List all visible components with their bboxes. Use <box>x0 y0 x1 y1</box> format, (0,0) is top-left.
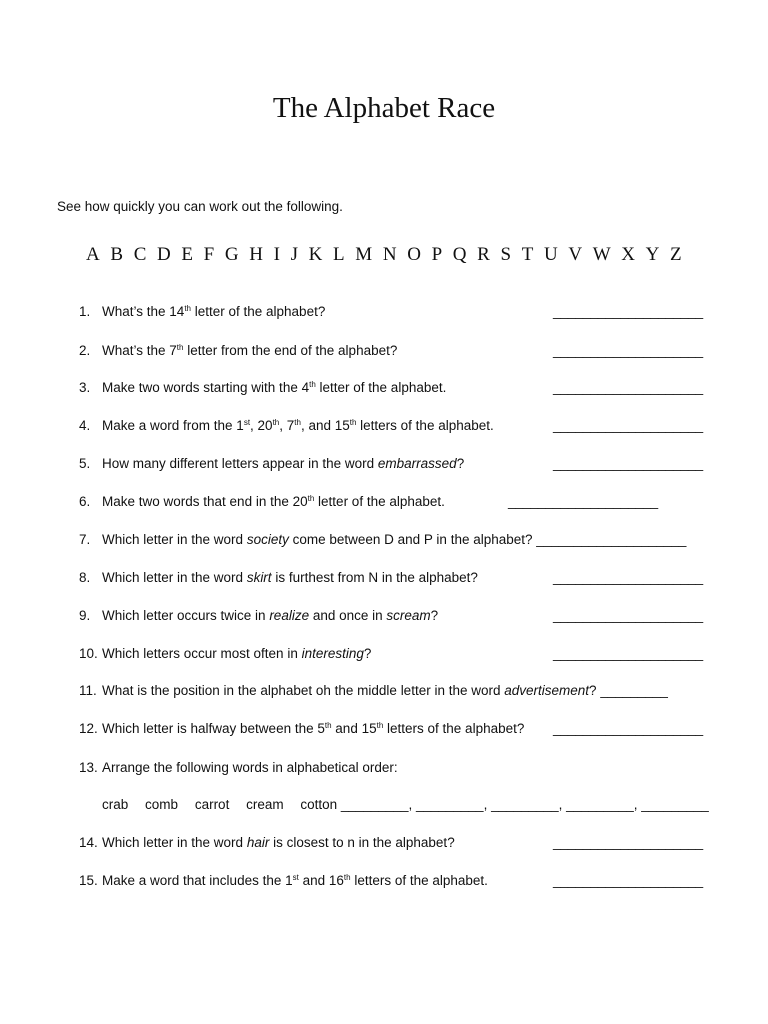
question-11 <box>0 683 768 703</box>
alphabet-letter: R <box>477 244 490 265</box>
alphabet-letter: T <box>521 244 534 265</box>
alphabet-letter: N <box>382 244 397 265</box>
question-1 <box>0 304 768 324</box>
alphabet-letter: J <box>290 244 298 265</box>
question-3 <box>0 380 768 400</box>
alphabet-letter: Z <box>670 244 682 265</box>
alphabet-letter: E <box>181 244 194 265</box>
alphabet-letter: F <box>203 244 215 265</box>
question-number: 3. <box>79 380 91 395</box>
answer-blank[interactable]: ____________________ <box>553 343 704 358</box>
question-number: 6. <box>79 494 91 509</box>
answer-blanks[interactable]: _________, _________, _________, _________, _________ <box>340 797 709 812</box>
alphabet-letter: P <box>431 244 443 265</box>
alphabet-letter: O <box>407 244 421 265</box>
question-12 <box>0 721 768 741</box>
question-number: 2. <box>79 343 91 358</box>
alphabet-letter: W <box>592 244 611 265</box>
question-text: What is the position in the alphabet oh the middle letter in the word advertisement? _________ <box>102 683 668 698</box>
question-10 <box>0 646 768 666</box>
question-text: Which letter is halfway between the 5th and 15th letters of the alphabet? <box>102 721 525 736</box>
word: cotton <box>300 797 338 812</box>
question-7 <box>0 532 768 552</box>
answer-blank[interactable]: ____________________ <box>553 570 704 585</box>
answer-blank[interactable]: ____________________ <box>553 835 704 850</box>
answer-blank[interactable]: ____________________ <box>553 873 704 888</box>
answer-blank[interactable]: ____________________ <box>553 456 704 471</box>
alphabet-letter: U <box>543 244 558 265</box>
answer-blank[interactable]: ____________________ <box>553 721 704 736</box>
alphabet-letter: H <box>249 244 263 265</box>
answer-blank[interactable]: ____________________ <box>553 380 704 395</box>
question-number: 7. <box>79 532 91 547</box>
question-number: 4. <box>79 418 91 433</box>
answer-blank[interactable]: ____________________ <box>553 418 704 433</box>
question-text: Make a word that includes the 1st and 16th letters of the alphabet. <box>102 873 488 888</box>
question-text: Which letters occur most often in interesting? <box>102 646 372 661</box>
question-text: Which letter in the word hair is closest to n in the alphabet? <box>102 835 455 850</box>
question-number: 1. <box>79 304 91 319</box>
question-4 <box>0 418 768 438</box>
question-text: Which letter in the word skirt is furthest from N in the alphabet? <box>102 570 478 585</box>
alphabet-letter: L <box>333 244 345 265</box>
alphabet-letter: I <box>273 244 280 265</box>
question-text: Which letter occurs twice in realize and once in scream? <box>102 608 439 623</box>
word-list <box>102 797 709 812</box>
alphabet-letter: K <box>308 244 323 265</box>
question-15 <box>0 873 768 893</box>
alphabet-letter: X <box>621 244 636 265</box>
alphabet-letter: M <box>355 244 373 265</box>
question-text: Arrange the following words in alphabetical order: <box>102 760 398 775</box>
question-number: 5. <box>79 456 91 471</box>
answer-blank[interactable]: ____________________ <box>536 532 687 547</box>
question-number: 8. <box>79 570 91 585</box>
question-text: Make two words starting with the 4th letter of the alphabet. <box>102 380 447 395</box>
question-number: 13. <box>79 760 98 775</box>
question-text: How many different letters appear in the word embarrassed? <box>102 456 465 471</box>
word: cream <box>246 797 284 812</box>
question-number: 12. <box>79 721 98 736</box>
question-5 <box>0 456 768 476</box>
alphabet-letter: S <box>500 244 512 265</box>
question-13 <box>0 760 768 780</box>
question-number: 9. <box>79 608 91 623</box>
alphabet-letter: V <box>568 244 583 265</box>
question-number: 14. <box>79 835 98 850</box>
word: carrot <box>194 797 230 812</box>
alphabet-letter: D <box>157 244 171 265</box>
alphabet-letter: Q <box>452 244 467 265</box>
question-13-words <box>0 797 768 817</box>
question-2 <box>0 343 768 363</box>
question-text: Make a word from the 1st, 20th, 7th, and 15th letters of the alphabet. <box>102 418 494 433</box>
alphabet-letter: B <box>110 244 124 265</box>
question-number: 15. <box>79 873 98 888</box>
page-title: The Alphabet Race <box>272 92 496 124</box>
alphabet-row <box>86 244 682 266</box>
question-9 <box>0 608 768 628</box>
answer-blank[interactable]: _________ <box>600 683 668 698</box>
question-text: What’s the 7th letter from the end of the alphabet? <box>102 343 398 358</box>
question-8 <box>0 570 768 590</box>
alphabet-letter: Y <box>645 244 660 265</box>
question-text: Which letter in the word society come between D and P in the alphabet? ____________________ <box>102 532 687 547</box>
question-6 <box>0 494 768 514</box>
answer-blank[interactable]: ____________________ <box>508 494 659 509</box>
alphabet-letter: A <box>86 244 100 265</box>
answer-blank[interactable]: ____________________ <box>553 304 704 319</box>
word: comb <box>145 797 179 812</box>
question-text: What’s the 14th letter of the alphabet? <box>102 304 326 319</box>
answer-blank[interactable]: ____________________ <box>553 608 704 623</box>
alphabet-letter: C <box>133 244 147 265</box>
question-text: Make two words that end in the 20th letter of the alphabet. <box>102 494 445 509</box>
alphabet-letter: G <box>224 244 239 265</box>
question-number: 10. <box>79 646 98 661</box>
question-number: 11. <box>79 683 97 698</box>
question-14 <box>0 835 768 855</box>
instructions: See how quickly you can work out the following. <box>57 199 343 214</box>
word: crab <box>102 797 129 812</box>
answer-blank[interactable]: ____________________ <box>553 646 704 661</box>
